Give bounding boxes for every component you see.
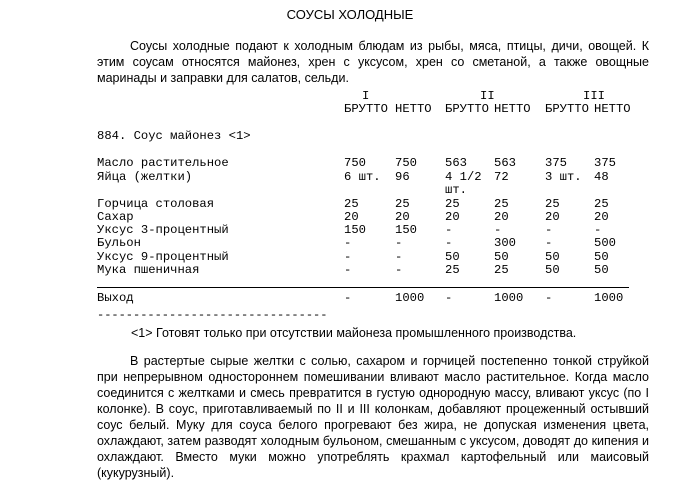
ingredient-value: - <box>344 250 352 264</box>
ingredient-value: 563 <box>494 156 516 170</box>
ingredient-value: - <box>344 263 352 277</box>
ingredient-value: 500 <box>594 236 616 250</box>
output-value-2: 1000 <box>395 291 425 305</box>
ingredient-value: 25 <box>494 197 509 211</box>
ingredient-value: 20 <box>545 210 560 224</box>
col-header-brutto-3: БРУТТО <box>545 102 589 116</box>
ingredient-value: 300 <box>494 236 516 250</box>
output-value-4: 1000 <box>494 291 524 305</box>
ingredient-name: Мука пшеничная <box>97 263 200 277</box>
ingredient-value: - <box>545 236 553 250</box>
ingredient-value: 50 <box>594 263 609 277</box>
group-header-2: II <box>480 89 495 103</box>
ingredient-value: 50 <box>545 250 560 264</box>
ingredient-value: 750 <box>344 156 366 170</box>
ingredient-value: - <box>445 236 453 250</box>
output-value-5: - <box>545 291 553 305</box>
ingredient-value: 50 <box>494 250 509 264</box>
ingredient-value: 50 <box>594 250 609 264</box>
output-label: Выход <box>97 291 134 305</box>
ingredient-value: - <box>344 236 352 250</box>
ingredient-name: Уксус 3-процентный <box>97 223 229 237</box>
ingredient-name: Сахар <box>97 210 134 224</box>
ingredient-name: Горчица столовая <box>97 197 215 211</box>
method-paragraph: В растертые сырые желтки с солью, сахаром и горчицей постепенно тонкой струйкой при непрерывном одностороннем помешивании вливают масло растительное. Когда масло соединится с желтками и смесь превратится в густую однородную массу, вливают уксус (по I колонке). В соус, приготавливаемый по II и III колонкам, добавляют процеженный остывший соус белый. Муку для соуса белого прогревают без жира, не допуская изменения цвета, охлаждают, затем разводят холодным бульоном, смешанным с уксусом, доводят до кипения и охлаждают. Вместо муки можно употреблять крахмал картофельный или маисовый (кукурузный). <box>97 354 649 480</box>
ingredient-value: 750 <box>395 156 417 170</box>
ingredient-value: 20 <box>395 210 410 224</box>
col-header-netto-1: НЕТТО <box>395 102 432 116</box>
ingredient-name: Масло растительное <box>97 156 229 170</box>
group-header-1: I <box>362 89 370 103</box>
ingredient-value: 4 1/2 шт. <box>445 170 482 197</box>
ingredient-value: 563 <box>445 156 467 170</box>
ingredient-value: 25 <box>545 197 560 211</box>
ingredient-value: 25 <box>445 197 460 211</box>
ingredient-value: 375 <box>594 156 616 170</box>
ingredient-value: - <box>445 223 453 237</box>
ingredient-value: - <box>395 250 403 264</box>
ingredient-value: 375 <box>545 156 567 170</box>
ingredient-value: 150 <box>395 223 417 237</box>
page-title: СОУСЫ ХОЛОДНЫЕ <box>286 7 414 22</box>
ingredient-value: 20 <box>494 210 509 224</box>
ingredient-name: Яйца (желтки) <box>97 170 193 184</box>
ingredient-value: 72 <box>494 170 509 184</box>
output-value-1: - <box>344 291 352 305</box>
ingredient-name: Уксус 9-процентный <box>97 250 229 264</box>
col-header-netto-2: НЕТТО <box>494 102 531 116</box>
ingredient-value: - <box>494 223 502 237</box>
col-header-brutto-2: БРУТТО <box>445 102 489 116</box>
table-divider <box>97 287 629 288</box>
col-header-brutto-1: БРУТТО <box>344 102 388 116</box>
ingredient-name: Бульон <box>97 236 141 250</box>
ingredient-value: 20 <box>344 210 359 224</box>
col-header-netto-3: НЕТТО <box>594 102 631 116</box>
output-value-6: 1000 <box>594 291 624 305</box>
ingredient-value: - <box>395 263 403 277</box>
ingredient-value: - <box>594 223 602 237</box>
ingredient-value: 96 <box>395 170 410 184</box>
ingredient-value: 25 <box>494 263 509 277</box>
ingredient-value: 150 <box>344 223 366 237</box>
group-header-3: III <box>583 89 605 103</box>
footnote-separator: -------------------------------- <box>97 308 328 322</box>
ingredient-value: 50 <box>545 263 560 277</box>
ingredient-value: - <box>545 223 553 237</box>
ingredient-value: - <box>395 236 403 250</box>
ingredient-value: 6 шт. <box>344 170 381 184</box>
ingredient-value: 3 шт. <box>545 170 582 184</box>
ingredient-value: 20 <box>445 210 460 224</box>
output-value-3: - <box>445 291 453 305</box>
ingredient-value: 25 <box>594 197 609 211</box>
ingredient-value: 25 <box>445 263 460 277</box>
ingredient-value: 48 <box>594 170 609 184</box>
recipe-title: 884. Соус майонез <1> <box>97 129 251 143</box>
ingredient-value: 25 <box>344 197 359 211</box>
footnote: <1> Готовят только при отсутствии майонеза промышленного производства. <box>131 326 577 340</box>
ingredient-value: 50 <box>445 250 460 264</box>
ingredient-value: 20 <box>594 210 609 224</box>
intro-paragraph: Соусы холодные подают к холодным блюдам из рыбы, мяса, птицы, дичи, овощей. К этим соусам относятся майонез, хрен с уксусом, хрен со сметаной, а также овощные маринады и заправки для салатов, сельди. <box>97 39 649 85</box>
ingredient-value: 25 <box>395 197 410 211</box>
